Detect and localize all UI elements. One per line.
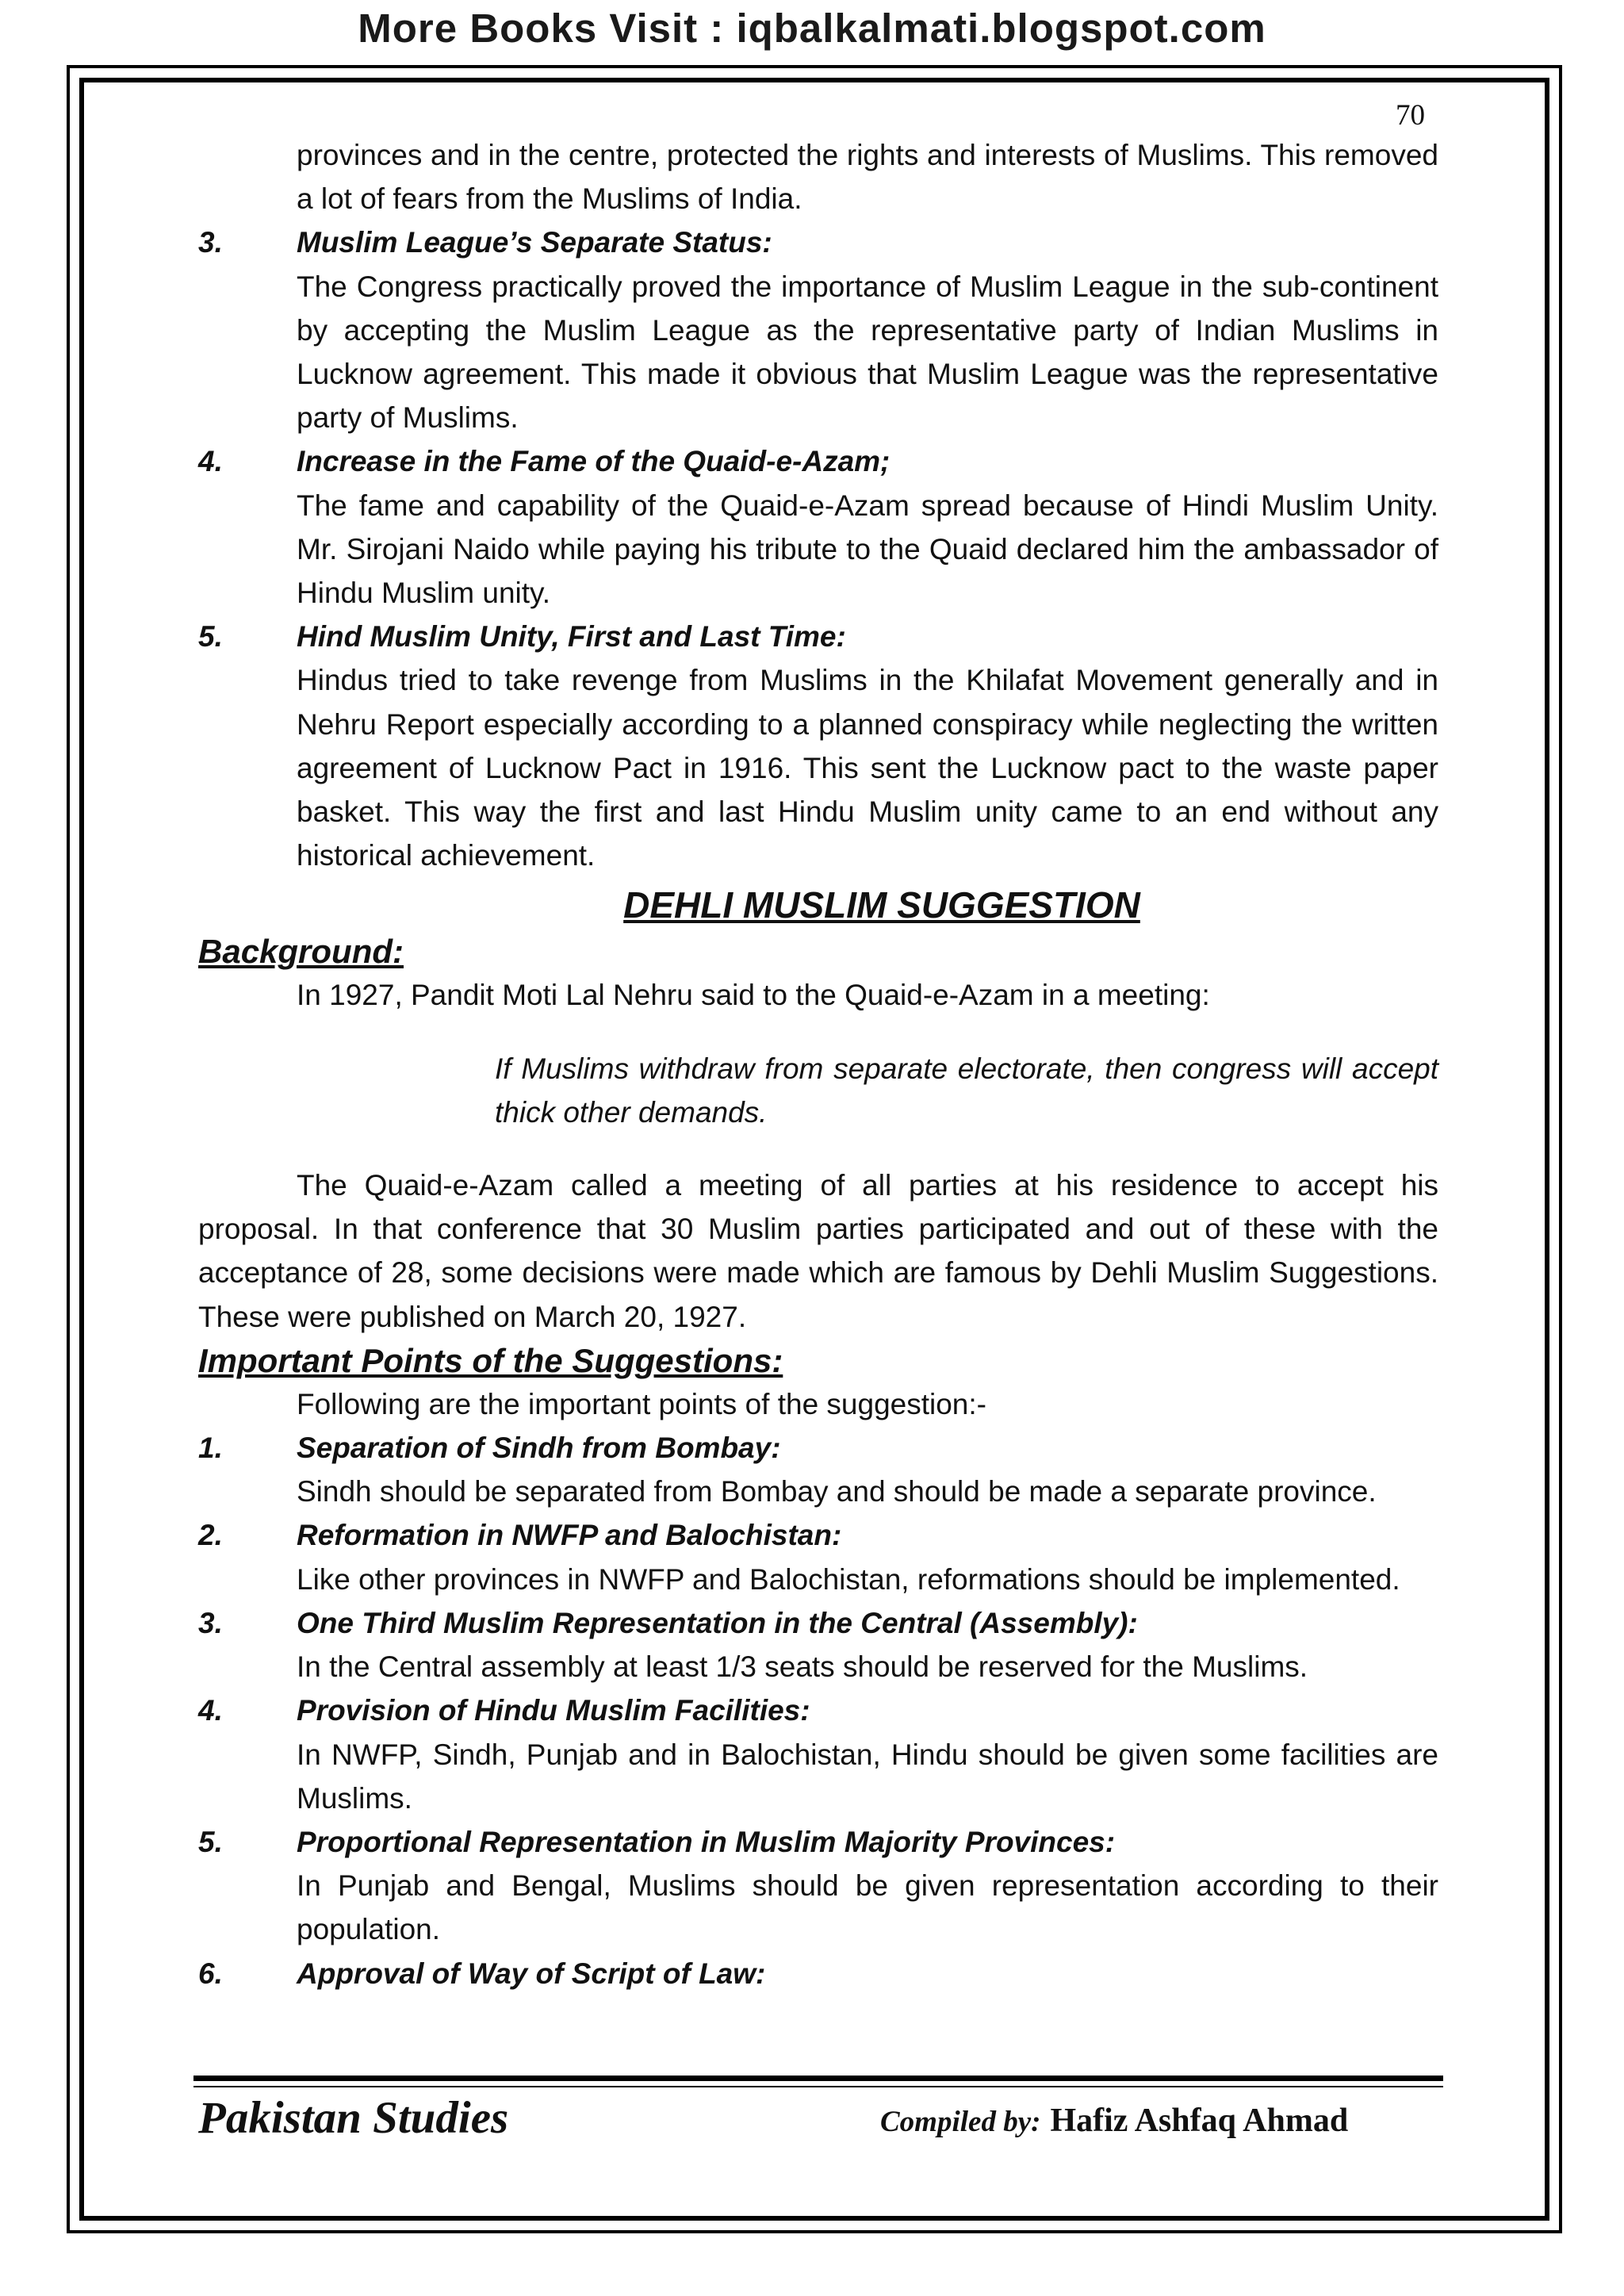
item-title: Reformation in NWFP and Balochistan:: [297, 1519, 842, 1552]
item-body: In Punjab and Bengal, Muslims should be given representation according to their population.: [297, 1869, 1438, 1946]
item-title: Increase in the Fame of the Quaid-e-Azam;: [297, 445, 891, 478]
item-number: 3.: [198, 1606, 223, 1639]
list-item: [198, 1688, 1438, 1820]
item-body: The Congress practically proved the importance of Muslim League in the sub-continent by accepting the Muslim League as the representative party of Indian Muslims in Lucknow agreement. This made it obvious that Muslim League was the representative party of Muslims.: [297, 270, 1438, 435]
continuation-paragraph: provinces and in the centre, protected the rights and interests of Muslims. This removed a lot of fears from the Muslims of India.: [297, 139, 1438, 216]
section-title: DEHLI MUSLIM SUGGESTION: [623, 884, 1140, 926]
item-title: Muslim League’s Separate Status:: [297, 226, 772, 259]
list-item: [198, 1426, 1438, 1513]
item-number: 1.: [198, 1432, 223, 1465]
list-item: [198, 1513, 1438, 1600]
header-banner: More Books Visit : iqbalkalmati.blogspot.com: [358, 6, 1266, 51]
item-title: Provision of Hindu Muslim Facilities:: [297, 1694, 810, 1727]
item-number: 5.: [198, 1825, 223, 1858]
list-item: [198, 615, 1438, 877]
list-item: [198, 1601, 1438, 1688]
item-number: 4.: [198, 445, 223, 478]
item-number: 3.: [198, 226, 223, 259]
item-body: The fame and capability of the Quaid-e-Azam spread because of Hindi Muslim Unity. Mr. Sirojani Naido while paying his tribute to the Quaid declared him the ambassador of Hindu Muslim unity.: [297, 489, 1438, 610]
item-title: Proportional Representation in Muslim Majority Provinces:: [297, 1825, 1116, 1858]
item-number: 2.: [198, 1519, 223, 1552]
page-content: [198, 133, 1438, 1995]
item-body: Like other provinces in NWFP and Balochistan, reformations should be implemented.: [297, 1562, 1400, 1596]
item-body: In the Central assembly at least 1/3 seats should be reserved for the Muslims.: [297, 1650, 1308, 1684]
points-heading: Important Points of the Suggestions:: [198, 1341, 783, 1379]
quote: If Muslims withdraw from separate electorate, then congress will accept thick other demands.: [495, 1052, 1438, 1129]
footer-credit: [880, 2102, 1348, 2140]
list-item: [198, 439, 1438, 615]
author-name: Hafiz Ashfaq Ahmad: [1050, 2102, 1349, 2139]
item-body: Sindh should be separated from Bombay and should be made a separate province.: [297, 1475, 1377, 1508]
page-number: 70: [1396, 99, 1425, 132]
footer-book-title: Pakistan Studies: [198, 2093, 509, 2143]
compiled-by-label: Compiled by:: [880, 2106, 1041, 2138]
footer-divider: [193, 2076, 1443, 2081]
item-number: 5.: [198, 620, 223, 654]
footer-divider-thin: [193, 2086, 1443, 2087]
background-intro: In 1927, Pandit Moti Lal Nehru said to the Quaid-e-Azam in a meeting:: [297, 979, 1210, 1012]
item-title: Approval of Way of Script of Law:: [297, 1957, 766, 1990]
background-paragraph: The Quaid-e-Azam called a meeting of all parties at his residence to accept his proposal. In that conference that 30 Muslim parties participated and out of these with the acceptance of 28, some decisions were made which are famous by Dehli Muslim Suggestions. These were published on March 20, 1927.: [198, 1169, 1438, 1333]
item-number: 4.: [198, 1694, 223, 1727]
item-number: 6.: [198, 1957, 223, 1990]
item-body: In NWFP, Sindh, Punjab and in Balochistan, Hindu should be given some facilities are Muslims.: [297, 1738, 1438, 1815]
list-item: [198, 220, 1438, 439]
background-heading: Background:: [198, 933, 404, 971]
points-intro: Following are the important points of the suggestion:-: [297, 1387, 986, 1420]
list-item: [198, 1952, 1438, 1995]
list-item: [198, 1820, 1438, 1952]
item-title: Hind Muslim Unity, First and Last Time:: [297, 620, 846, 654]
item-title: One Third Muslim Representation in the Central (Assembly):: [297, 1606, 1138, 1639]
item-title: Separation of Sindh from Bombay:: [297, 1432, 781, 1465]
item-body: Hindus tried to take revenge from Muslims in the Khilafat Movement generally and in Nehru Report especially according to a planned conspiracy while neglecting the written agreement of Lucknow Pact in 1916. This sent the Lucknow pact to the waste paper basket. This way the first and last Hindu Muslim unity came to an end without any historical achievement.: [297, 664, 1438, 872]
